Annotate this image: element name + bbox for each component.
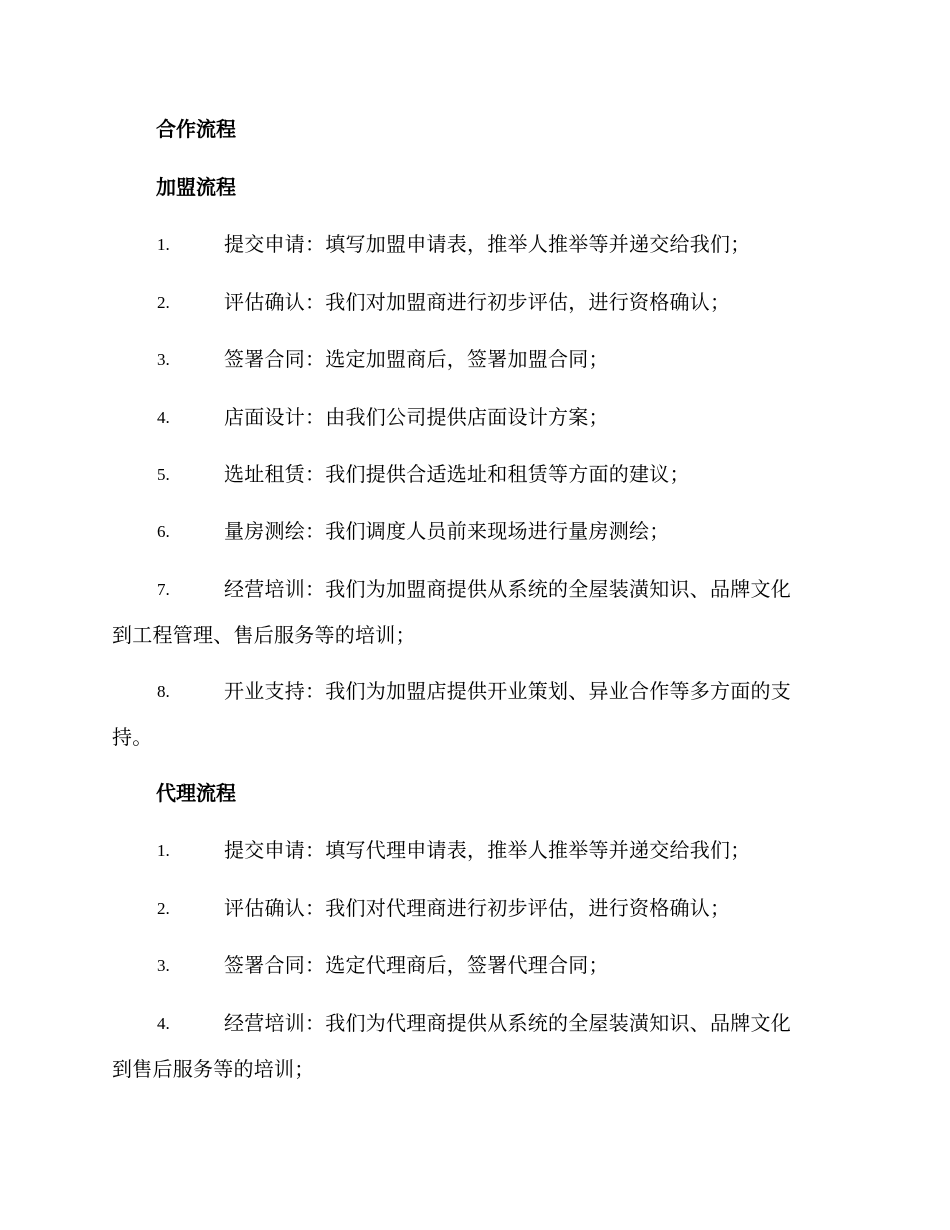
list-number: 3.: [157, 956, 170, 975]
list-text-continued: 到工程管理、售后服务等的培训；: [112, 623, 416, 647]
franchise-step-5: [112, 461, 832, 487]
list-number: 6.: [157, 522, 170, 541]
franchise-step-8: [112, 678, 832, 750]
list-text: 评估确认：我们对加盟商进行初步评估，进行资格确认；: [224, 290, 731, 314]
list-text-continued: 持。: [112, 725, 153, 749]
franchise-step-1: [112, 231, 832, 257]
franchise-step-6: [112, 518, 832, 544]
list-text: 经营培训：我们为加盟商提供从系统的全屋装潢知识、品牌文化: [224, 577, 791, 601]
list-number: 2.: [157, 899, 170, 918]
list-text: 经营培训：我们为代理商提供从系统的全屋装潢知识、品牌文化: [224, 1011, 791, 1035]
page-title: 合作流程: [156, 117, 236, 141]
list-text: 量房测绘：我们调度人员前来现场进行量房测绘；: [224, 519, 670, 543]
franchise-heading: 加盟流程: [156, 175, 236, 199]
franchise-step-7: [112, 576, 832, 648]
list-number: 1.: [157, 841, 170, 860]
list-text-continued: 到售后服务等的培训；: [112, 1057, 315, 1081]
list-number: 4.: [157, 408, 170, 427]
franchise-step-3: [112, 346, 832, 372]
list-text: 签署合同：选定代理商后，签署代理合同；: [224, 953, 609, 977]
agency-heading: 代理流程: [156, 781, 236, 805]
agency-step-2: [112, 895, 832, 921]
franchise-step-4: [112, 404, 832, 430]
agency-step-1: [112, 837, 832, 863]
list-number: 8.: [157, 682, 170, 701]
list-text: 店面设计：由我们公司提供店面设计方案；: [224, 405, 609, 429]
list-number: 1.: [157, 235, 170, 254]
agency-step-3: [112, 952, 832, 978]
agency-step-4: [112, 1010, 832, 1082]
list-text: 提交申请：填写代理申请表，推举人推举等并递交给我们；: [224, 838, 751, 862]
list-text: 评估确认：我们对代理商进行初步评估，进行资格确认；: [224, 896, 731, 920]
list-number: 3.: [157, 350, 170, 369]
franchise-step-2: [112, 289, 832, 315]
list-number: 2.: [157, 293, 170, 312]
list-number: 7.: [157, 580, 170, 599]
list-text: 开业支持：我们为加盟店提供开业策划、异业合作等多方面的支: [224, 679, 791, 703]
list-text: 签署合同：选定加盟商后，签署加盟合同；: [224, 347, 609, 371]
list-text: 提交申请：填写加盟申请表，推举人推举等并递交给我们；: [224, 232, 751, 256]
list-text: 选址租赁：我们提供合适选址和租赁等方面的建议；: [224, 462, 690, 486]
list-number: 5.: [157, 465, 170, 484]
list-number: 4.: [157, 1014, 170, 1033]
